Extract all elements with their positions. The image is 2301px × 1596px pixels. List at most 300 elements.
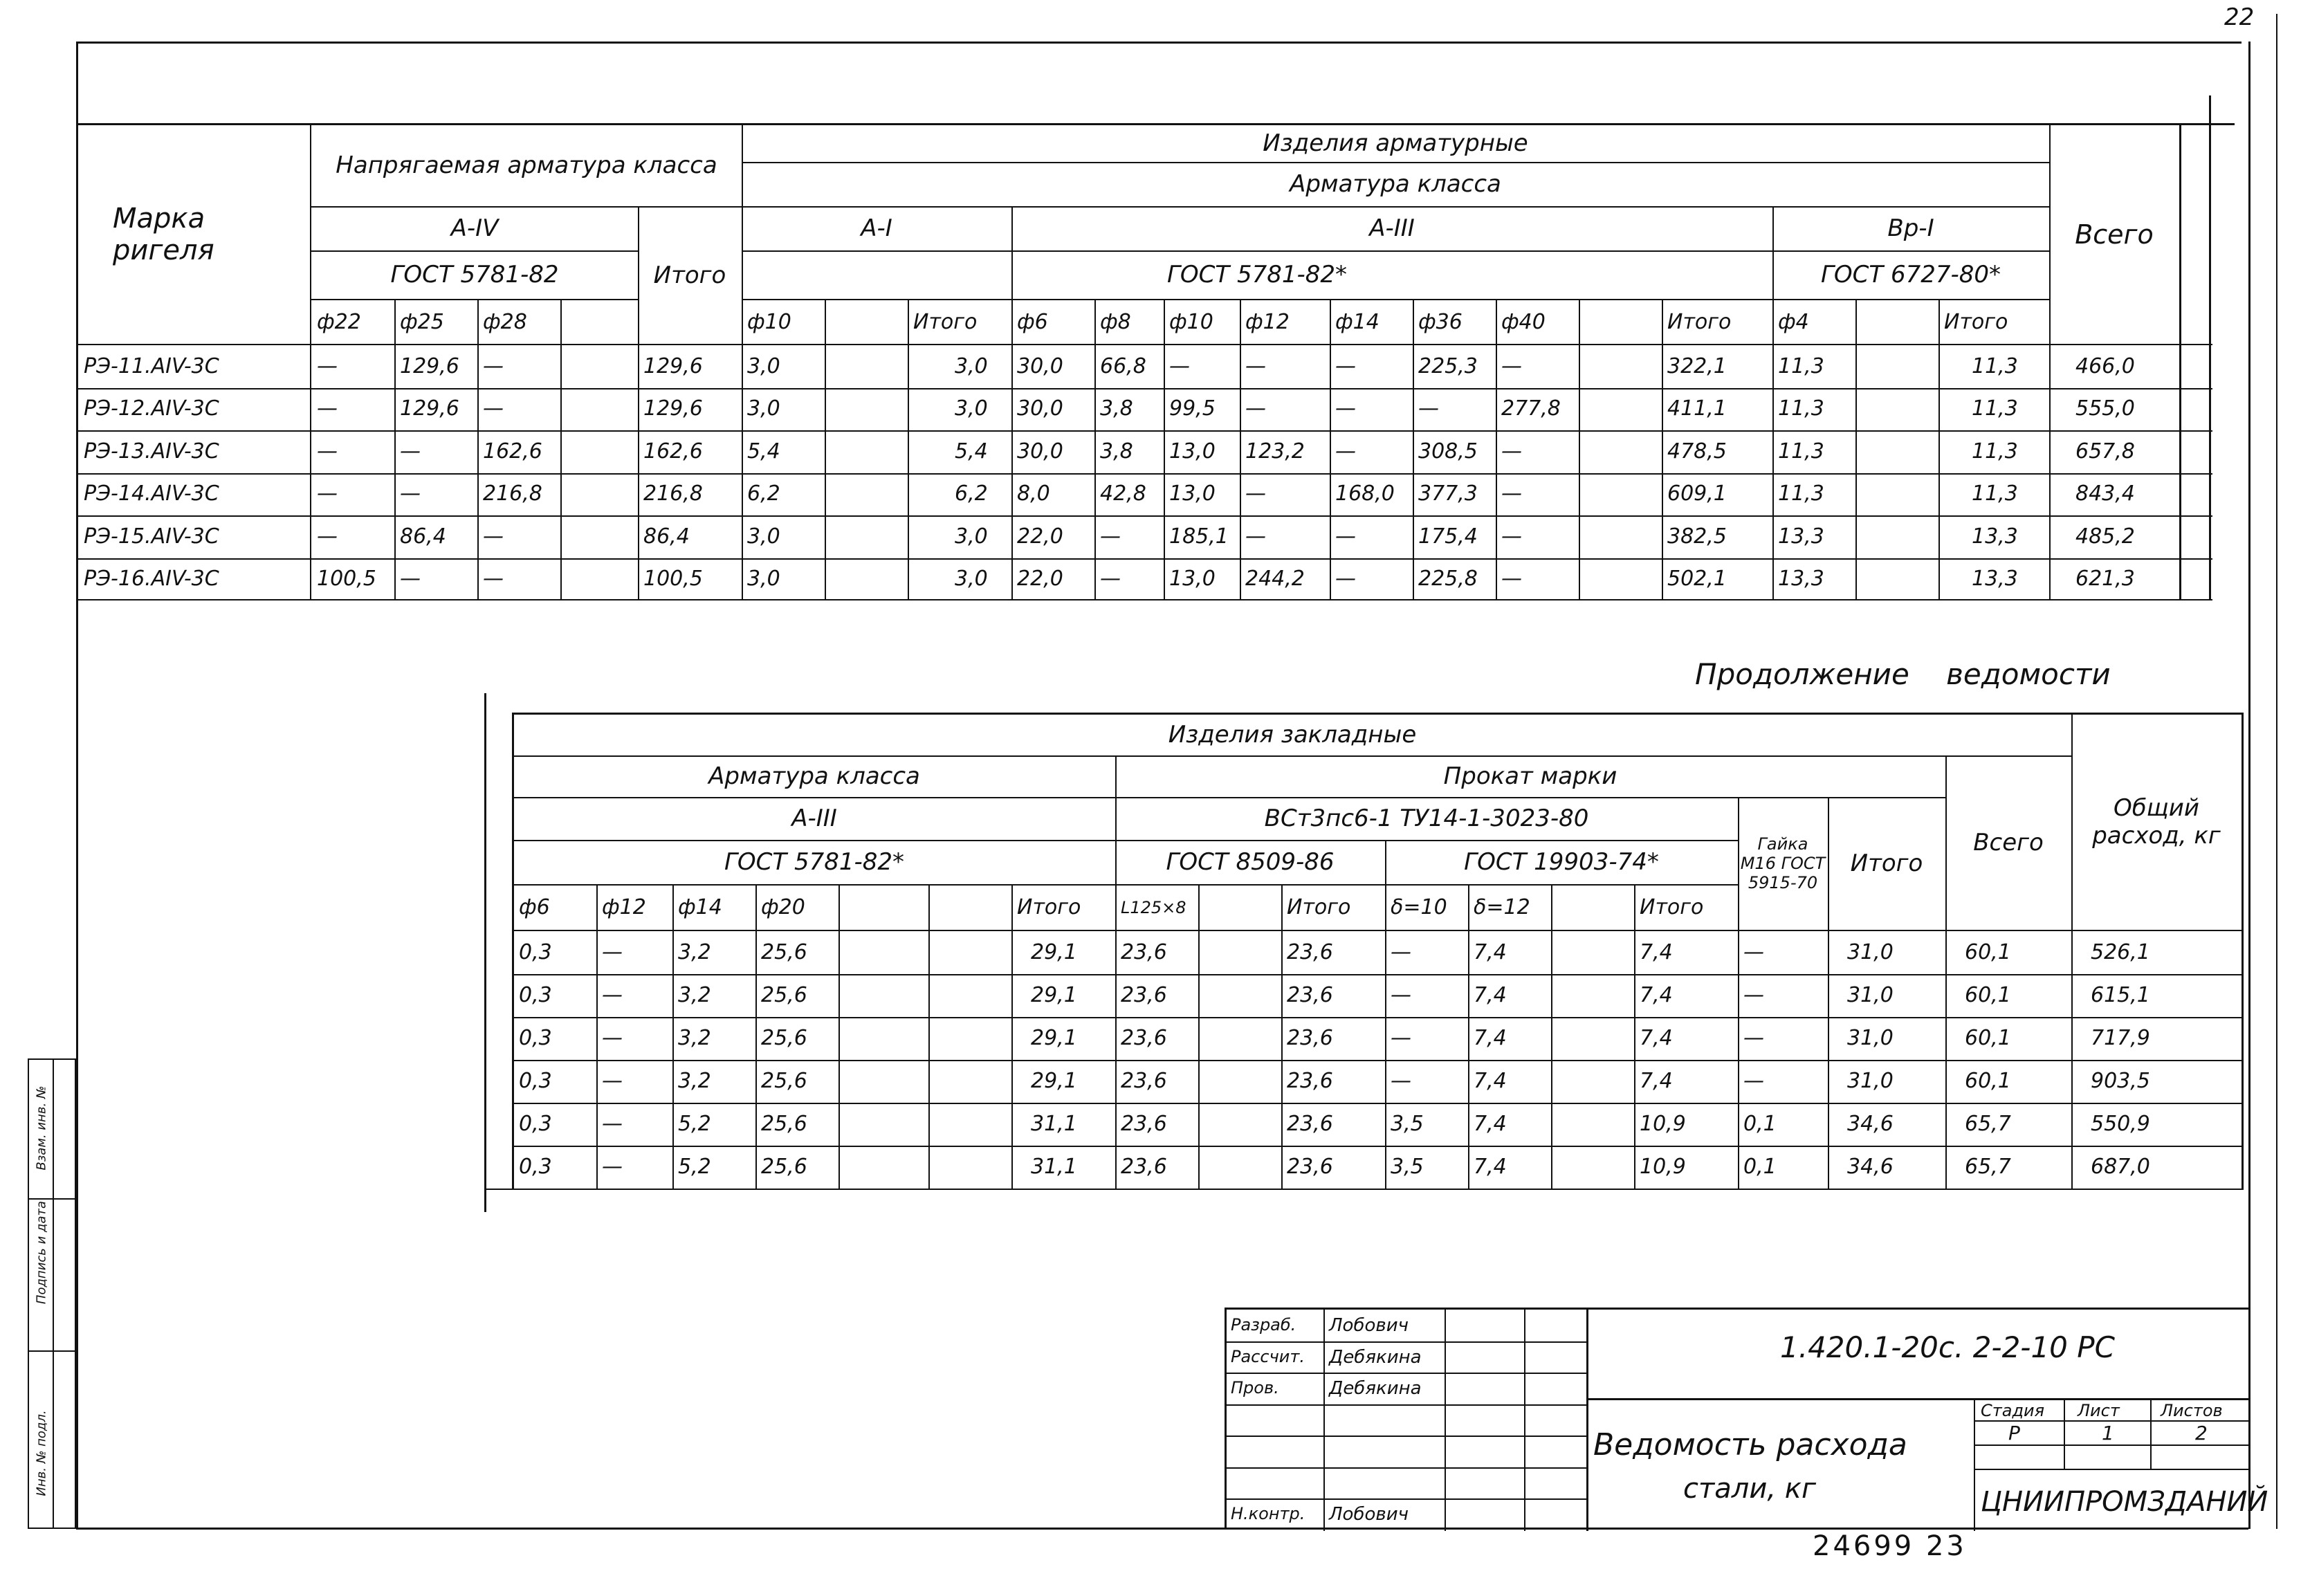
t1-itogo-vp: Итого (1944, 309, 2008, 334)
stadia-label: Стадия (1981, 1401, 2045, 1420)
t2-cell: 3,2 (678, 983, 711, 1007)
t1-diam-a3: ф8 (1100, 309, 1131, 334)
t2-cell-obshchiy: 717,9 (2091, 1026, 2150, 1050)
t1-cell: 86,4 (400, 524, 446, 549)
t1-cell: 3,0 (747, 396, 780, 421)
t1-diam-a3: ф40 (1501, 309, 1546, 334)
t2-cell-vsego: 60,1 (1965, 1026, 2011, 1050)
t1-cell (1855, 430, 1938, 473)
t1-diam-a3: ф14 (1335, 309, 1379, 334)
t2-cell-itogo: 31,1 (1031, 1112, 1077, 1136)
t1-gost-a3: ГОСТ 5781-82* (1166, 261, 1348, 288)
t1-cell: — (1501, 567, 1522, 591)
t1-cell: 168,0 (1335, 481, 1395, 506)
t2-cell: 25,6 (761, 1069, 807, 1093)
frame-top (76, 42, 2242, 44)
t2-armatura-klassa: Арматура класса (708, 762, 920, 790)
t1-cell-itogo: 609,1 (1667, 481, 1727, 506)
t2-cell (928, 1017, 1011, 1060)
t1-cell (1579, 473, 1662, 516)
t2-a3: А-III (791, 805, 837, 832)
t1-cell-itogo: 86,4 (643, 524, 690, 549)
t2-cell-itogo: 23,6 (1287, 1069, 1333, 1093)
t1-cell: 185,1 (1169, 524, 1229, 549)
t2-cell (1198, 1103, 1281, 1146)
t2-cell-vsego: 65,7 (1965, 1112, 2011, 1136)
t1-row-mark: РЭ-14.АIV-3С (84, 481, 219, 506)
t2-cell (1198, 1060, 1281, 1103)
t1-cell-itogo: 3,0 (955, 396, 988, 421)
t1-cell: — (400, 481, 421, 506)
t1-row-mark: РЭ-15.АIV-3С (84, 524, 219, 549)
t2-cell-itogo: 29,1 (1031, 1069, 1077, 1093)
t2-cell: 3,5 (1391, 1112, 1424, 1136)
t1-cell-vsego: 621,3 (2075, 567, 2135, 591)
t1-cell: 13,3 (1778, 524, 1824, 549)
t1-cell: — (1501, 481, 1522, 506)
t1-cell: — (1245, 396, 1266, 421)
t1-cell (825, 388, 908, 431)
t2-cell: — (602, 1112, 623, 1136)
t1-cell: 3,0 (747, 354, 780, 378)
t1-cell: — (317, 524, 338, 549)
t1-cell: — (1418, 396, 1439, 421)
t1-cell-itogo: 6,2 (955, 481, 988, 506)
t1-marka: Марка ригеля (113, 202, 214, 266)
t2-cell-itogo: 31,0 (1847, 940, 1894, 964)
t2-cell-itogo: 29,1 (1031, 1026, 1077, 1050)
t1-cell: — (400, 567, 421, 591)
t1-itogo-a3: Итого (1667, 309, 1732, 334)
t2-cell: 25,6 (761, 983, 807, 1007)
continuation-label: Продолжение ведомости (1695, 657, 2111, 691)
t2-cell (1551, 931, 1634, 974)
t1-cell: 13,0 (1169, 439, 1216, 464)
t2-cell: 23,6 (1121, 1155, 1167, 1179)
frame-outer-right (2276, 14, 2277, 1529)
t2-cell: — (1391, 1026, 1411, 1050)
t1-cell: 129,6 (400, 396, 459, 421)
t2-cell-itogo: 7,4 (1640, 940, 1673, 964)
t2-cell: 23,6 (1121, 1069, 1167, 1093)
t1-cell-itogo: 11,3 (1972, 396, 2018, 421)
t1-diam-a3: ф6 (1017, 309, 1048, 334)
t2-cell: 0,3 (519, 1069, 552, 1093)
t2-obshchiy: Общий расход, кг (2092, 794, 2221, 850)
t2-cell-itogo: 23,6 (1287, 1112, 1333, 1136)
doc-title-1: Ведомость расхода (1593, 1427, 1907, 1462)
stamp-name: Дебякина (1329, 1346, 1422, 1368)
t1-cell-itogo: 162,6 (643, 439, 703, 464)
t1-cell: — (400, 439, 421, 464)
t1-diam-vp (1855, 300, 1938, 344)
t1-cell: 3,8 (1100, 396, 1133, 421)
t1-cell: 129,6 (400, 354, 459, 378)
t1-row-mark: РЭ-16.АIV-3С (84, 567, 219, 591)
t2-cell: 7,4 (1474, 1155, 1507, 1179)
t2-cell-itogo: 34,6 (1847, 1112, 1894, 1136)
t2-cell-vsego: 60,1 (1965, 940, 2011, 964)
t1-cell-itogo: 100,5 (643, 567, 703, 591)
t1-cell-itogo: 322,1 (1667, 354, 1727, 378)
t1-cell-vsego: 843,4 (2075, 481, 2135, 506)
t2-gost19903: ГОСТ 19903-74* (1464, 848, 1659, 876)
t2-cell (928, 931, 1011, 974)
t2-cell: — (1743, 1069, 1764, 1093)
t1-diam-a4: ф25 (400, 309, 444, 334)
t1-cell: — (1501, 439, 1522, 464)
t2-cell (1198, 931, 1281, 974)
t2-cell: 7,4 (1474, 1026, 1507, 1050)
t1-cell: — (317, 354, 338, 378)
t1-diam-a3: ф36 (1418, 309, 1463, 334)
t2-cell-vsego: 60,1 (1965, 1069, 2011, 1093)
frame-right (2248, 42, 2250, 1529)
t2-cell: — (602, 983, 623, 1007)
t2-cell (1551, 974, 1634, 1017)
t2-diam-a3: ф6 (519, 895, 550, 919)
t2-cell-vsego: 60,1 (1965, 983, 2011, 1007)
side-label-1: Взам. инв. № (34, 1085, 49, 1171)
stamp-role: Н.контр. (1231, 1504, 1305, 1523)
t2-cell: 3,2 (678, 940, 711, 964)
t2-cell: 25,6 (761, 1026, 807, 1050)
t2-cell: — (1391, 940, 1411, 964)
t1-row-mark: РЭ-13.АIV-3С (84, 439, 219, 464)
t2-gost-a3: ГОСТ 5781-82* (724, 848, 905, 876)
t1-cell (825, 515, 908, 558)
t2-cell-itogo: 23,6 (1287, 1155, 1333, 1179)
t1-cell (1579, 345, 1662, 388)
t1-cell-itogo: 11,3 (1972, 481, 2018, 506)
t1-cell (825, 430, 908, 473)
t2-cell: — (1743, 940, 1764, 964)
t2-cell: 23,6 (1121, 1112, 1167, 1136)
t1-cell-itogo: 478,5 (1667, 439, 1727, 464)
t1-cell: 5,4 (747, 439, 780, 464)
t1-cell-itogo: 382,5 (1667, 524, 1727, 549)
t2-cell: 0,3 (519, 1026, 552, 1050)
t2-cell: — (1391, 1069, 1411, 1093)
t1-cell: 66,8 (1100, 354, 1146, 378)
t1-cell: — (483, 396, 504, 421)
t2-cell: — (1743, 983, 1764, 1007)
t2-cell (838, 1017, 928, 1060)
t1-cell: 11,3 (1778, 354, 1824, 378)
t2-cell: 7,4 (1474, 1112, 1507, 1136)
t2-diam-a3: ф14 (678, 895, 722, 919)
t1-cell: — (483, 524, 504, 549)
t1-cell-vsego: 485,2 (2075, 524, 2135, 549)
t2-cell (838, 1060, 928, 1103)
t2-cell-obshchiy: 687,0 (2091, 1155, 2150, 1179)
t2-cell-obshchiy: 526,1 (2091, 940, 2150, 964)
t1-gost-vp: ГОСТ 6727-80* (1820, 261, 2001, 288)
t2-cell: — (602, 1069, 623, 1093)
t2-cell (1551, 1103, 1634, 1146)
t1-cell: 30,0 (1017, 396, 1063, 421)
title-block (1225, 1308, 2268, 1529)
t1-cell (560, 558, 638, 601)
t1-cell-itogo: 3,0 (955, 567, 988, 591)
t2-cell-itogo: 23,6 (1287, 983, 1333, 1007)
t1-cell-itogo: 129,6 (643, 354, 703, 378)
t1-cell: — (1501, 524, 1522, 549)
t1-cell (1579, 558, 1662, 601)
t1-cell-itogo: 13,3 (1972, 524, 2018, 549)
t1-itogo: Итого (653, 261, 726, 289)
t2-cell: — (602, 940, 623, 964)
t1-cell-itogo: 5,4 (955, 439, 988, 464)
t1-cell-itogo: 411,1 (1667, 396, 1727, 421)
t1-cell (1579, 515, 1662, 558)
t1-cell: 11,3 (1778, 439, 1824, 464)
t2-cell: — (1391, 983, 1411, 1007)
listov-label: Листов (2161, 1401, 2223, 1420)
t2-cell (1198, 974, 1281, 1017)
t2-cell (838, 1103, 928, 1146)
t2-cell: — (602, 1155, 623, 1179)
t2-cell-itogo: 34,6 (1847, 1155, 1894, 1179)
t2-cell: 7,4 (1474, 1069, 1507, 1093)
doc-title-2: стали, кг (1683, 1473, 1816, 1505)
t2-cell: 5,2 (678, 1112, 711, 1136)
t1-cell: 244,2 (1245, 567, 1305, 591)
t1-cell-itogo: 11,3 (1972, 354, 2018, 378)
t1-cell: — (1100, 524, 1121, 549)
list-label: Лист (2078, 1401, 2120, 1420)
t2-d10: δ=10 (1391, 895, 1447, 919)
t1-cell-itogo: 216,8 (643, 481, 703, 506)
t1-cell: 3,0 (747, 524, 780, 549)
t1-cell (1855, 473, 1938, 516)
t1-cell: — (1245, 524, 1266, 549)
t1-cell (1855, 558, 1938, 601)
t2-cell-vsego: 65,7 (1965, 1155, 2011, 1179)
t1-a4: А-IV (450, 214, 499, 242)
t1-cell-itogo: 11,3 (1972, 439, 2018, 464)
t2-cell-itogo: 29,1 (1031, 983, 1077, 1007)
t1-vsego: Всего (2075, 219, 2154, 250)
t2-diam-a3: ф12 (602, 895, 646, 919)
t1-cell: — (1335, 567, 1356, 591)
stamp-name: Дебякина (1329, 1378, 1422, 1399)
t1-cell: — (317, 396, 338, 421)
t2-cell (928, 1103, 1011, 1146)
t1-cell-vsego: 657,8 (2075, 439, 2135, 464)
t1-vp1: Вр-I (1887, 214, 1934, 242)
t2-cell: 23,6 (1121, 940, 1167, 964)
t2-cell-itogo: 10,9 (1640, 1112, 1686, 1136)
t2-diam-a3: ф20 (761, 895, 805, 919)
t1-cell (1579, 388, 1662, 431)
t2-cell-itogo: 7,4 (1640, 983, 1673, 1007)
t1-cell: — (483, 567, 504, 591)
t1-cell: 99,5 (1169, 396, 1216, 421)
stamp-name: Лобович (1329, 1315, 1409, 1336)
t2-cell: 3,2 (678, 1026, 711, 1050)
t2-cell-itogo: 31,1 (1031, 1155, 1077, 1179)
t2-cell: 23,6 (1121, 983, 1167, 1007)
t1-cell-itogo: 502,1 (1667, 567, 1727, 591)
t2-cell (1551, 1017, 1634, 1060)
t1-cell (1855, 515, 1938, 558)
t1-cell: 225,3 (1418, 354, 1478, 378)
t1-diam-a3: ф12 (1245, 309, 1290, 334)
t1-cell: 13,3 (1778, 567, 1824, 591)
t1-cell (1579, 430, 1662, 473)
t1-diam-a1: ф10 (747, 309, 791, 334)
t1-cell: 42,8 (1100, 481, 1146, 506)
t2-cell-itogo: 23,6 (1287, 940, 1333, 964)
t2-itogo: Итого (1850, 850, 1923, 877)
t2-cell-obshchiy: 903,5 (2091, 1069, 2150, 1093)
t1-cell (825, 473, 908, 516)
side-label-3: Инв. № подл. (34, 1410, 49, 1496)
t2-cell-itogo: 31,0 (1847, 1026, 1894, 1050)
t1-cell-itogo: 3,0 (955, 524, 988, 549)
t2-cell-itogo: 7,4 (1640, 1069, 1673, 1093)
t2-cell-itogo: 10,9 (1640, 1155, 1686, 1179)
t2-cell (838, 974, 928, 1017)
t1-cell: — (1100, 567, 1121, 591)
t2-d12: δ=12 (1474, 895, 1530, 919)
t2-cell: 25,6 (761, 940, 807, 964)
t2-cell: — (602, 1026, 623, 1050)
t1-cell: — (1245, 481, 1266, 506)
list-value: 1 (2102, 1422, 2114, 1444)
t2-itogo-a3: Итого (1017, 895, 1081, 919)
t1-cell: 277,8 (1501, 396, 1561, 421)
t2-cell-itogo: 29,1 (1031, 940, 1077, 964)
t2-vsego: Всего (1973, 829, 2044, 856)
t1-diam-a4 (560, 300, 638, 344)
t1-cell: 225,8 (1418, 567, 1478, 591)
t1-cell: 175,4 (1418, 524, 1478, 549)
t1-diam-a3: ф10 (1169, 309, 1213, 334)
t2-prokat: Прокат марки (1443, 762, 1617, 790)
t1-cell-itogo: 3,0 (955, 354, 988, 378)
t1-row-mark: РЭ-12.АIV-3С (84, 396, 219, 421)
t1-row-mark: РЭ-11.АIV-3С (84, 354, 219, 378)
t2-itogo-list: Итого (1640, 895, 1704, 919)
t1-cell: — (1335, 354, 1356, 378)
doc-number: 24699 23 (1813, 1530, 1967, 1562)
t2-cell: 0,3 (519, 1112, 552, 1136)
t1-a1: А-I (861, 214, 892, 242)
stamp-role: Пров. (1231, 1378, 1279, 1397)
t2-cell: 0,3 (519, 1155, 552, 1179)
corner-mark: 22 (2224, 3, 2255, 31)
t1-cell: 162,6 (483, 439, 542, 464)
t1-cell: 22,0 (1017, 524, 1063, 549)
t2-gaika: Гайка М16 ГОСТ 5915-70 (1740, 834, 1826, 892)
t2-cell (928, 1146, 1011, 1189)
t2-cell-obshchiy: 550,9 (2091, 1112, 2150, 1136)
t1-cell: — (317, 439, 338, 464)
t1-cell (825, 345, 908, 388)
t2-cell: 3,2 (678, 1069, 711, 1093)
t1-cell: 13,0 (1169, 481, 1216, 506)
t1-cell: 11,3 (1778, 396, 1824, 421)
t1-cell-vsego: 555,0 (2075, 396, 2135, 421)
t1-cell (1855, 388, 1938, 431)
t2-cell (838, 1146, 928, 1189)
t1-cell (825, 558, 908, 601)
t1-cell (560, 388, 638, 431)
t1-cell: 11,3 (1778, 481, 1824, 506)
t1-cell: 8,0 (1017, 481, 1050, 506)
t1-cell: 100,5 (317, 567, 376, 591)
t1-cell: 308,5 (1418, 439, 1478, 464)
t1-cell (560, 345, 638, 388)
t1-a3: А-III (1369, 214, 1415, 242)
t1-cell (560, 515, 638, 558)
t1-diam-vp: ф4 (1778, 309, 1809, 334)
t1-cell (1855, 345, 1938, 388)
t1-cell (560, 430, 638, 473)
t1-cell (560, 473, 638, 516)
t1-diam-a4: ф22 (317, 309, 361, 334)
t1-cell: — (1245, 354, 1266, 378)
t2-cell (1198, 1146, 1281, 1189)
t2-izdelia: Изделия закладные (1168, 721, 1417, 749)
t2-gost8509: ГОСТ 8509-86 (1166, 848, 1335, 876)
t1-cell: — (1335, 396, 1356, 421)
t2-cell-itogo: 31,0 (1847, 983, 1894, 1007)
t2-diam-a3 (928, 886, 1011, 930)
t1-cell: — (1169, 354, 1190, 378)
stamp-name: Лобович (1329, 1504, 1409, 1525)
org-name: ЦНИИПРОМЗДАНИЙ (1981, 1486, 2268, 1518)
t1-cell: 3,0 (747, 567, 780, 591)
t1-cell: — (1335, 439, 1356, 464)
t2-diam-a3 (838, 886, 928, 930)
t2-cell: 0,3 (519, 940, 552, 964)
t2-cell: 7,4 (1474, 983, 1507, 1007)
t1-cell: 6,2 (747, 481, 780, 506)
t1-cell-itogo: 129,6 (643, 396, 703, 421)
t2-cell-obshchiy: 615,1 (2091, 983, 2150, 1007)
t1-cell: 13,0 (1169, 567, 1216, 591)
listov-value: 2 (2195, 1422, 2208, 1444)
t1-cell-itogo: 13,3 (1972, 567, 2018, 591)
t2-cell-itogo: 31,0 (1847, 1069, 1894, 1093)
t2-cell: 0,1 (1743, 1155, 1777, 1179)
t2-cell (1551, 1060, 1634, 1103)
t2-cell: 3,5 (1391, 1155, 1424, 1179)
t2-cell-itogo: 7,4 (1640, 1026, 1673, 1050)
t2-cell (928, 1060, 1011, 1103)
t2-cell-itogo: 23,6 (1287, 1026, 1333, 1050)
t2-cell (928, 974, 1011, 1017)
doc-code: 1.420.1-20с. 2-2-10 РС (1780, 1330, 2115, 1364)
stamp-role: Разраб. (1231, 1315, 1296, 1334)
t1-cell-vsego: 466,0 (2075, 354, 2135, 378)
t1-izdelia: Изделия арматурные (1263, 129, 1528, 157)
t1-cell: 30,0 (1017, 439, 1063, 464)
t1-cell: 216,8 (483, 481, 542, 506)
stadia-value: Р (2008, 1422, 2020, 1444)
t2-cell: 25,6 (761, 1155, 807, 1179)
stamp-role: Рассчит. (1231, 1346, 1305, 1366)
t1-diam-a4: ф28 (483, 309, 527, 334)
t1-cell: — (317, 481, 338, 506)
t1-cell: 30,0 (1017, 354, 1063, 378)
t1-gost-a4: ГОСТ 5781-82 (390, 261, 559, 288)
t2-cell: 7,4 (1474, 940, 1507, 964)
t1-diam-a3 (1579, 300, 1662, 344)
